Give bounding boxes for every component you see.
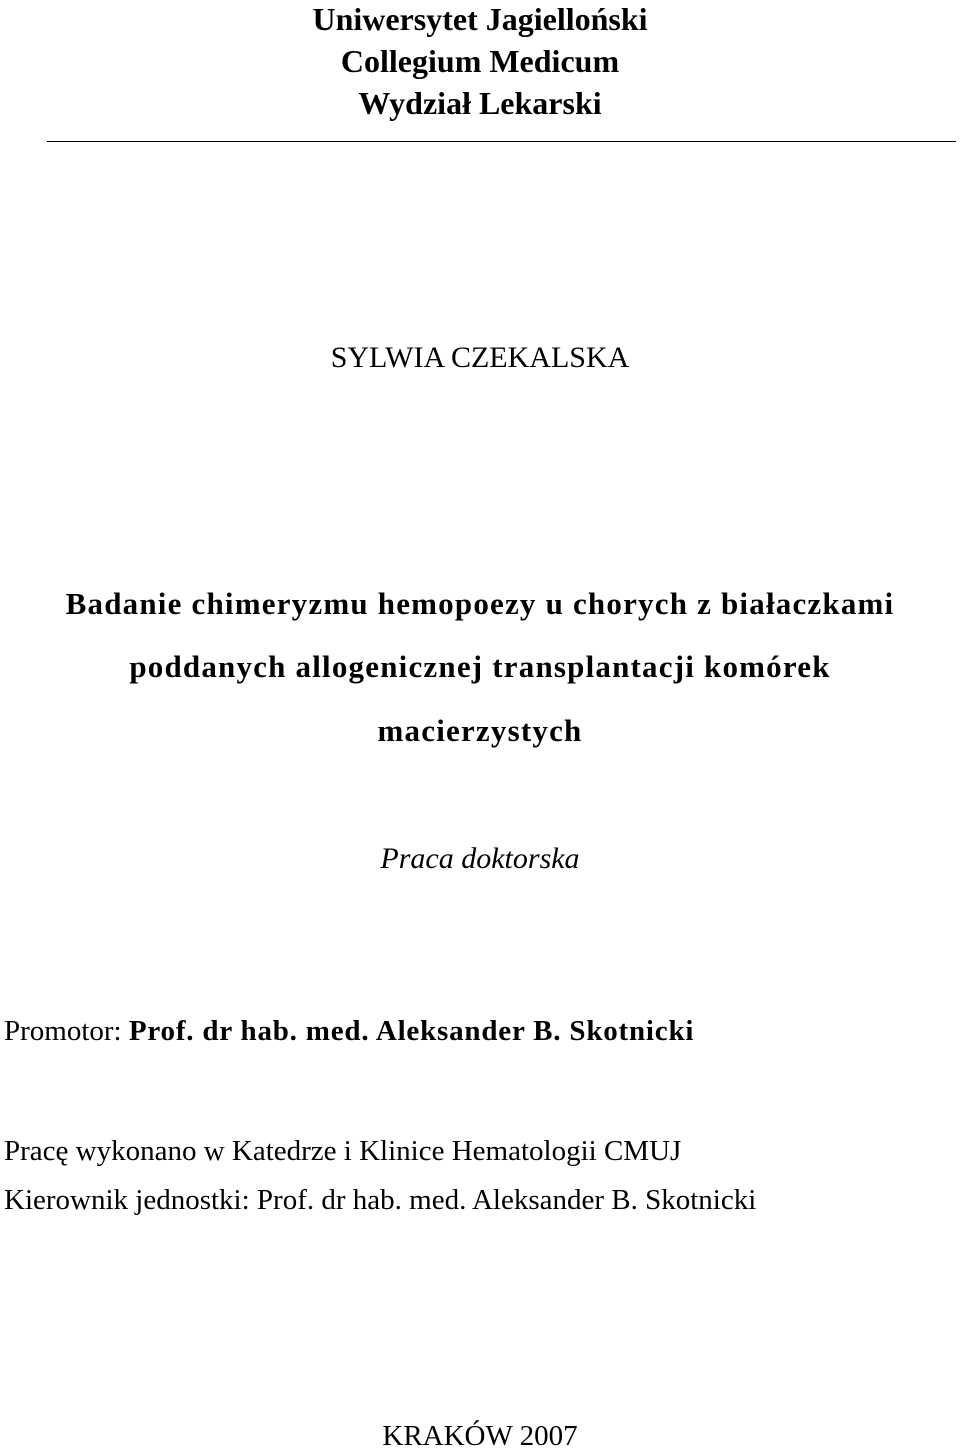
promoter-label: Promotor: — [4, 1015, 122, 1047]
promoter-name: Prof. dr hab. med. Aleksander B. Skotnicki — [128, 1015, 695, 1047]
thesis-title-line-3: macierzystych — [377, 713, 583, 748]
thesis-type: Praca doktorska — [380, 842, 580, 875]
place-year: KRAKÓW 2007 — [382, 1420, 578, 1452]
author-name: SYLWIA CZEKALSKA — [330, 341, 630, 374]
college-name: Collegium Medicum — [340, 43, 620, 79]
university-name: Uniwersytet Jagielloński — [312, 1, 648, 37]
performed-at-line: Pracę wykonano w Katedrze i Klinice Hematologii CMUJ — [4, 1135, 682, 1167]
head-of-unit-line: Kierownik jednostki: Prof. dr hab. med. Aleksander B. Skotnicki — [4, 1184, 757, 1216]
thesis-title-line-2: poddanych allogenicznej transplantacji komórek — [129, 649, 831, 684]
thesis-title-line-1: Badanie chimeryzmu hemopoezy u chorych z białaczkami — [65, 586, 895, 621]
faculty-name: Wydział Lekarski — [358, 85, 602, 121]
header-divider — [47, 141, 956, 142]
promoter-line — [4, 1017, 694, 1046]
